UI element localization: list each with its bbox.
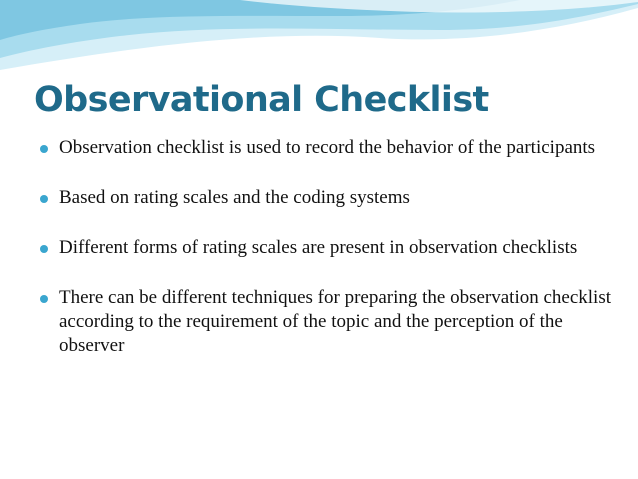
bullet-dot-icon <box>40 145 48 153</box>
bullet-text: Different forms of rating scales are present in observation checklists <box>59 237 578 258</box>
bullet-item <box>40 286 615 358</box>
slide-title: Observational Checklist <box>34 80 489 120</box>
bullet-item <box>40 136 615 160</box>
bullet-dot-icon <box>40 195 48 203</box>
bullet-dot-icon <box>40 245 48 253</box>
header-wave-decoration <box>0 0 638 80</box>
bullet-item <box>40 236 615 260</box>
bullet-dot-icon <box>40 295 48 303</box>
bullet-text: Based on rating scales and the coding systems <box>59 187 410 208</box>
bullet-text: Observation checklist is used to record the behavior of the participants <box>59 137 596 158</box>
bullet-text: There can be different techniques for preparing the observation checklist according to the requirement of the topic and the perception of the observer <box>59 287 612 356</box>
bullet-list <box>40 136 615 384</box>
bullet-item <box>40 186 615 210</box>
